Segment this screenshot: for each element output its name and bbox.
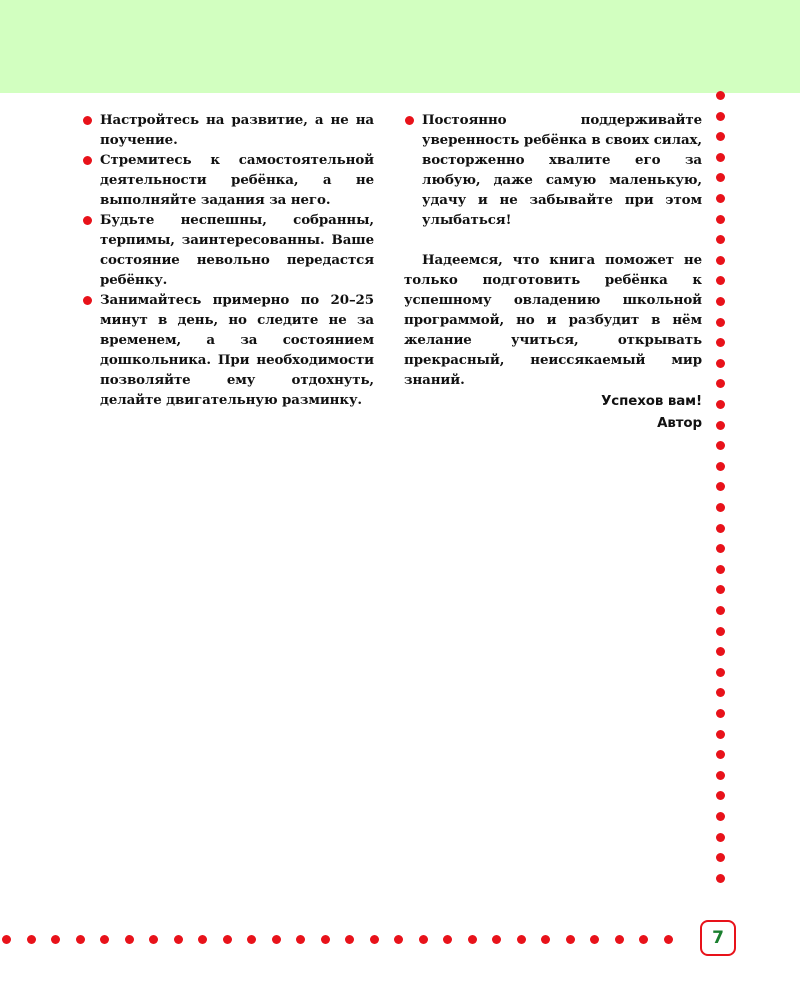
border-dot [716, 132, 725, 141]
border-dot [223, 935, 232, 944]
border-dot [716, 379, 725, 388]
border-dot [716, 606, 725, 615]
bullet-dot-icon [83, 116, 92, 125]
bullet-dot-icon [405, 116, 414, 125]
border-dot [716, 338, 725, 347]
list-item-text: Настройтесь на развитие, а не на поучение. [100, 112, 374, 148]
border-dot [100, 935, 109, 944]
border-dot [198, 935, 207, 944]
list-item [82, 110, 374, 150]
border-dot [716, 668, 725, 677]
border-dot [716, 791, 725, 800]
list-item [82, 290, 374, 410]
border-dot [345, 935, 354, 944]
border-dot [716, 359, 725, 368]
border-dot [716, 544, 725, 553]
list-item [82, 210, 374, 290]
list-item [82, 150, 374, 210]
border-dot [716, 318, 725, 327]
list-item-text: Постоянно поддерживайте уверенность ребёнка в своих силах, восторженно хвалите его за любую, даже самую маленькую, удачу и не забывайте при этом улыбаться! [422, 112, 702, 228]
author-signature: Автор [657, 416, 702, 431]
border-dot [149, 935, 158, 944]
border-dot [716, 462, 725, 471]
left-bullet-list [82, 110, 374, 410]
border-dot [716, 524, 725, 533]
closing-wish: Успехов вам! [601, 394, 702, 409]
border-dot [716, 874, 725, 883]
page-number-badge [700, 920, 736, 956]
border-dot [125, 935, 134, 944]
border-dot [541, 935, 550, 944]
border-dot [716, 112, 725, 121]
border-dot [716, 688, 725, 697]
border-dot [492, 935, 501, 944]
border-dot [716, 503, 725, 512]
border-dot [716, 297, 725, 306]
bullet-dot-icon [83, 296, 92, 305]
border-dot [2, 935, 11, 944]
border-dot [716, 565, 725, 574]
border-dot [716, 647, 725, 656]
border-dot [716, 771, 725, 780]
page-number: 7 [712, 928, 724, 948]
border-dot [716, 812, 725, 821]
border-dot [394, 935, 403, 944]
border-dot [716, 730, 725, 739]
border-dot [716, 235, 725, 244]
border-dot [716, 173, 725, 182]
border-dot [443, 935, 452, 944]
border-dot [468, 935, 477, 944]
border-dot [716, 256, 725, 265]
border-dot [639, 935, 648, 944]
border-dot [370, 935, 379, 944]
border-dot [247, 935, 256, 944]
border-dot [716, 627, 725, 636]
border-dot [51, 935, 60, 944]
border-dot [590, 935, 599, 944]
border-dot [716, 276, 725, 285]
right-bullet-list [404, 110, 702, 230]
border-dot [27, 935, 36, 944]
border-dot [716, 709, 725, 718]
border-dot [174, 935, 183, 944]
bottom-dotted-border [0, 935, 700, 945]
border-dot [716, 91, 725, 100]
border-dot [517, 935, 526, 944]
bullet-dot-icon [83, 156, 92, 165]
border-dot [716, 421, 725, 430]
border-dot [716, 153, 725, 162]
border-dot [716, 441, 725, 450]
right-column [404, 110, 702, 434]
list-item-text: Стремитесь к самостоятельной деятельности ребёнка, а не выполняйте задания за него. [100, 152, 374, 208]
list-item [404, 110, 702, 230]
closing-paragraph: Надеемся, что книга поможет не только подготовить ребёнка к успешному овладению школьной программой, но и разбудит в нём желание учиться, открывать прекрасный, неиссякаемый мир знаний. [404, 252, 702, 388]
border-dot [716, 194, 725, 203]
left-column [82, 110, 374, 410]
border-dot [716, 833, 725, 842]
border-dot [296, 935, 305, 944]
border-dot [76, 935, 85, 944]
border-dot [419, 935, 428, 944]
border-dot [716, 400, 725, 409]
border-dot [716, 750, 725, 759]
list-item-text: Занимайтесь примерно по 20–25 минут в день, но следите не за временем, а за состоянием дошкольника. При необходимости позволяйте ему отдохнуть, делайте двигательную разминку. [100, 292, 374, 408]
border-dot [716, 215, 725, 224]
border-dot [716, 853, 725, 862]
list-item-text: Будьте неспешны, собранны, терпимы, заинтересованны. Ваше состояние невольно передастся ребёнку. [100, 212, 374, 288]
border-dot [615, 935, 624, 944]
border-dot [272, 935, 281, 944]
border-dot [716, 482, 725, 491]
bullet-dot-icon [83, 216, 92, 225]
border-dot [664, 935, 673, 944]
border-dot [321, 935, 330, 944]
border-dot [716, 585, 725, 594]
border-dot [566, 935, 575, 944]
header-band [0, 0, 800, 93]
